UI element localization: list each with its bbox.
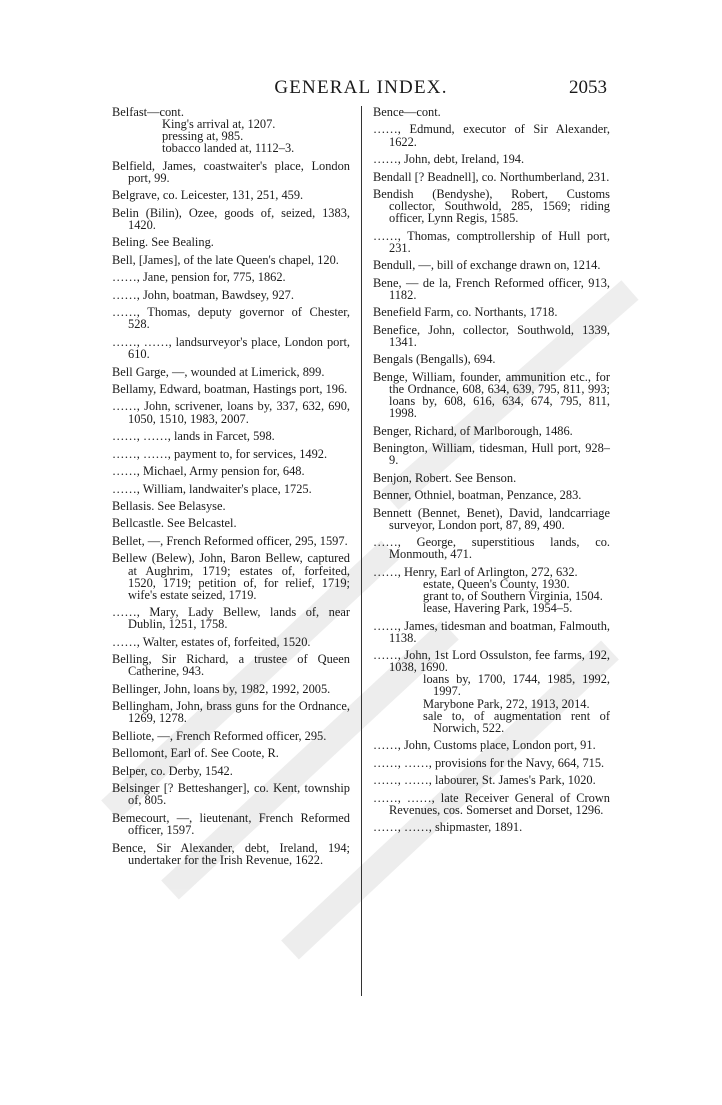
index-entry <box>112 483 350 495</box>
index-entry <box>112 653 350 677</box>
index-entry <box>373 536 610 560</box>
index-entry <box>373 507 610 531</box>
entry-heading: ……, John, Customs place, London port, 91. <box>373 738 596 753</box>
entry-subheading: sale to, of augmentation rent of Norwich, 522. <box>423 708 610 735</box>
entry-subheading: pressing at, 985. <box>162 129 244 144</box>
entry-heading: Bemecourt, —, lieutenant, French Reformed officer, 1597. <box>112 810 350 838</box>
index-entry <box>112 517 350 529</box>
index-entry <box>112 236 350 248</box>
right-column <box>373 106 610 839</box>
index-entry <box>112 747 350 759</box>
entry-subheading: grant to, of Southern Virginia, 1504. <box>423 589 603 604</box>
entry-heading: ……, Michael, Army pension for, 648. <box>112 464 305 479</box>
index-entry <box>373 774 610 786</box>
index-entry <box>112 812 350 836</box>
entry-heading: Bellinger, John, loans by, 1982, 1992, 2005. <box>112 681 331 696</box>
index-entry <box>112 683 350 695</box>
entry-heading: Benge, William, founder, ammunition etc., for the Ordnance, 608, 634, 639, 795, 811, 993; loans by, 608, 616, 634, 674, 795, 811, 1998. <box>373 369 610 421</box>
index-entry <box>373 425 610 437</box>
index-entry <box>373 230 610 254</box>
entry-heading: ……, Thomas, deputy governor of Chester, 528. <box>112 305 350 332</box>
index-entry <box>112 383 350 395</box>
index-entry <box>112 842 350 866</box>
index-entry <box>373 306 610 318</box>
entry-heading: Bence—cont. <box>373 105 441 119</box>
entry-heading: ……, James, tidesman and boatman, Falmouth, 1138. <box>373 618 610 645</box>
entry-heading: Bellet, —, French Reformed officer, 295, 1597. <box>112 533 348 548</box>
entry-heading: Bene, — de la, French Reformed officer, 913, 1182. <box>373 275 610 302</box>
entry-heading: ……, John, debt, Ireland, 194. <box>373 152 525 167</box>
index-entry <box>112 366 350 378</box>
page-title: GENERAL INDEX. <box>274 77 448 98</box>
index-entry <box>112 552 350 600</box>
entry-heading: Bendull, —, bill of exchange drawn on, 1214. <box>373 258 601 273</box>
entry-heading: ……, Thomas, comptrollership of Hull port, 231. <box>373 228 610 255</box>
index-entry <box>112 606 350 630</box>
index-entry <box>373 649 610 734</box>
entry-heading: ……, ……, payment to, for services, 1492. <box>112 446 328 461</box>
entry-subheading: lease, Havering Park, 1954–5. <box>423 601 573 616</box>
entry-heading: Bendish (Bendyshe), Robert, Customs collector, Southwold, 285, 1569; riding officer, Lynn Regis, 1585. <box>373 187 610 226</box>
entry-heading: Bellomont, Earl of. See Coote, R. <box>112 746 279 761</box>
entry-heading: ……, Walter, estates of, forfeited, 1520. <box>112 634 311 649</box>
index-entry <box>112 465 350 477</box>
entry-heading: ……, Mary, Lady Bellew, lands of, near Dublin, 1251, 1758. <box>112 605 350 632</box>
entry-heading: Bennett (Bennet, Benet), David, landcarriage surveyor, London port, 87, 89, 490. <box>373 505 610 532</box>
entry-heading: ……, John, 1st Lord Ossulston, fee farms, 192, 1038, 1690. <box>373 648 610 675</box>
index-entry <box>373 188 610 224</box>
entry-subheading: Marybone Park, 272, 1913, 2014. <box>423 696 590 711</box>
entry-heading: Belfast—cont. <box>112 105 184 119</box>
entry-heading: ……, ……, provisions for the Navy, 664, 715. <box>373 755 605 770</box>
index-entry <box>373 123 610 147</box>
entry-heading: Benger, Richard, of Marlborough, 1486. <box>373 423 573 438</box>
entry-heading: ……, ……, landsurveyor's place, London port, 610. <box>112 334 350 362</box>
entry-subheading: King's arrival at, 1207. <box>162 117 276 132</box>
entry-heading: Bengals (Bengalls), 694. <box>373 352 496 367</box>
entry-heading: Belfield, James, coastwaiter's place, London port, 99. <box>112 158 350 185</box>
index-entry <box>373 566 610 614</box>
index-entry <box>373 739 610 751</box>
entry-heading: Belin (Bilin), Ozee, goods of, seized, 1383, 1420. <box>112 205 350 232</box>
index-entry <box>373 472 610 484</box>
entry-heading: ……, ……, lands in Farcet, 598. <box>112 429 275 444</box>
entry-heading: Belper, co. Derby, 1542. <box>112 763 233 778</box>
index-entry <box>373 821 610 833</box>
entry-heading: Beling. See Bealing. <box>112 235 214 250</box>
index-entry <box>112 207 350 231</box>
index-entry <box>373 792 610 816</box>
index-entry <box>112 400 350 424</box>
entry-heading: ……, Henry, Earl of Arlington, 272, 632. <box>373 564 578 579</box>
entry-heading: ……, John, scrivener, loans by, 337, 632, 690, 1050, 1510, 1983, 2007. <box>112 399 350 426</box>
entry-heading: ……, George, superstitious lands, co. Monmouth, 471. <box>373 535 610 562</box>
entry-heading: ……, ……, shipmaster, 1891. <box>373 820 523 835</box>
entry-heading: Benner, Othniel, boatman, Penzance, 283. <box>373 488 582 503</box>
entry-heading: ……, ……, labourer, St. James's Park, 1020. <box>373 773 596 788</box>
index-entry <box>112 636 350 648</box>
entry-heading: ……, ……, late Receiver General of Crown Revenues, cos. Somerset and Dorset, 1296. <box>373 790 610 817</box>
index-entry <box>373 153 610 165</box>
page-number: 2053 <box>569 77 607 98</box>
left-column <box>112 106 350 871</box>
index-entry <box>112 500 350 512</box>
index-entry <box>112 430 350 442</box>
index-entry <box>112 535 350 547</box>
index-entry <box>373 259 610 271</box>
index-entry <box>112 782 350 806</box>
index-entry <box>373 442 610 466</box>
entry-heading: Bellcastle. See Belcastel. <box>112 516 237 531</box>
index-entry <box>112 700 350 724</box>
index-entry <box>373 324 610 348</box>
entry-heading: Benjon, Robert. See Benson. <box>373 470 517 485</box>
index-entry <box>112 765 350 777</box>
entry-heading: Bell Garge, —, wounded at Limerick, 899. <box>112 364 325 379</box>
entry-heading: Bellasis. See Belasyse. <box>112 498 226 513</box>
entry-heading: ……, John, boatman, Bawdsey, 927. <box>112 287 294 302</box>
entry-heading: ……, Edmund, executor of Sir Alexander, 1622. <box>373 122 610 149</box>
index-entry <box>373 106 610 118</box>
entry-heading: ……, William, landwaiter's place, 1725. <box>112 481 312 496</box>
entry-heading: Belling, Sir Richard, a trustee of Queen Catherine, 943. <box>112 652 350 679</box>
entry-heading: Bellew (Belew), John, Baron Bellew, captured at Aughrim, 1719; estates of, forfeited, 1520, 1719; petition of, for relief, 1719; wife's estate seized, 1719. <box>112 551 350 602</box>
entry-heading: Belsinger [? Betteshanger], co. Kent, township of, 805. <box>112 781 350 808</box>
index-entry <box>112 306 350 330</box>
index-entry <box>373 489 610 501</box>
index-entry <box>112 730 350 742</box>
entry-heading: Bellamy, Edward, boatman, Hastings port, 196. <box>112 381 348 396</box>
entry-heading: Benefice, John, collector, Southwold, 1339, 1341. <box>373 322 610 349</box>
index-entry <box>373 171 610 183</box>
index-entry <box>112 160 350 184</box>
index-entry <box>112 189 350 201</box>
entry-heading: Bendall [? Beadnell], co. Northumberland, 231. <box>373 169 610 184</box>
entry-heading: Benefield Farm, co. Northants, 1718. <box>373 305 558 320</box>
index-entry <box>373 277 610 301</box>
entry-subheading: estate, Queen's County, 1930. <box>423 576 570 591</box>
entry-heading: Benington, William, tidesman, Hull port, 928–9. <box>373 441 610 468</box>
entry-heading: Bell, [James], of the late Queen's chapel, 120. <box>112 252 339 267</box>
index-entry <box>373 371 610 419</box>
entry-subheading: tobacco landed at, 1112–3. <box>162 141 295 156</box>
entry-heading: Bellingham, John, brass guns for the Ordnance, 1269, 1278. <box>112 699 350 726</box>
index-entry <box>112 254 350 266</box>
index-entry <box>373 757 610 769</box>
entry-heading: Belgrave, co. Leicester, 131, 251, 459. <box>112 188 304 203</box>
index-entry <box>112 336 350 360</box>
index-entry <box>112 289 350 301</box>
index-entry <box>373 353 610 365</box>
column-divider <box>361 106 362 996</box>
index-entry <box>112 448 350 460</box>
entry-subheading: loans by, 1700, 1744, 1985, 1992, 1997. <box>423 672 610 699</box>
index-entry <box>112 271 350 283</box>
index-entry <box>112 106 350 154</box>
entry-heading: Bence, Sir Alexander, debt, Ireland, 194; undertaker for the Irish Revenue, 1622. <box>112 840 350 867</box>
entry-heading: ……, Jane, pension for, 775, 1862. <box>112 270 286 285</box>
index-entry <box>373 620 610 644</box>
entry-heading: Belliote, —, French Reformed officer, 295. <box>112 728 327 743</box>
